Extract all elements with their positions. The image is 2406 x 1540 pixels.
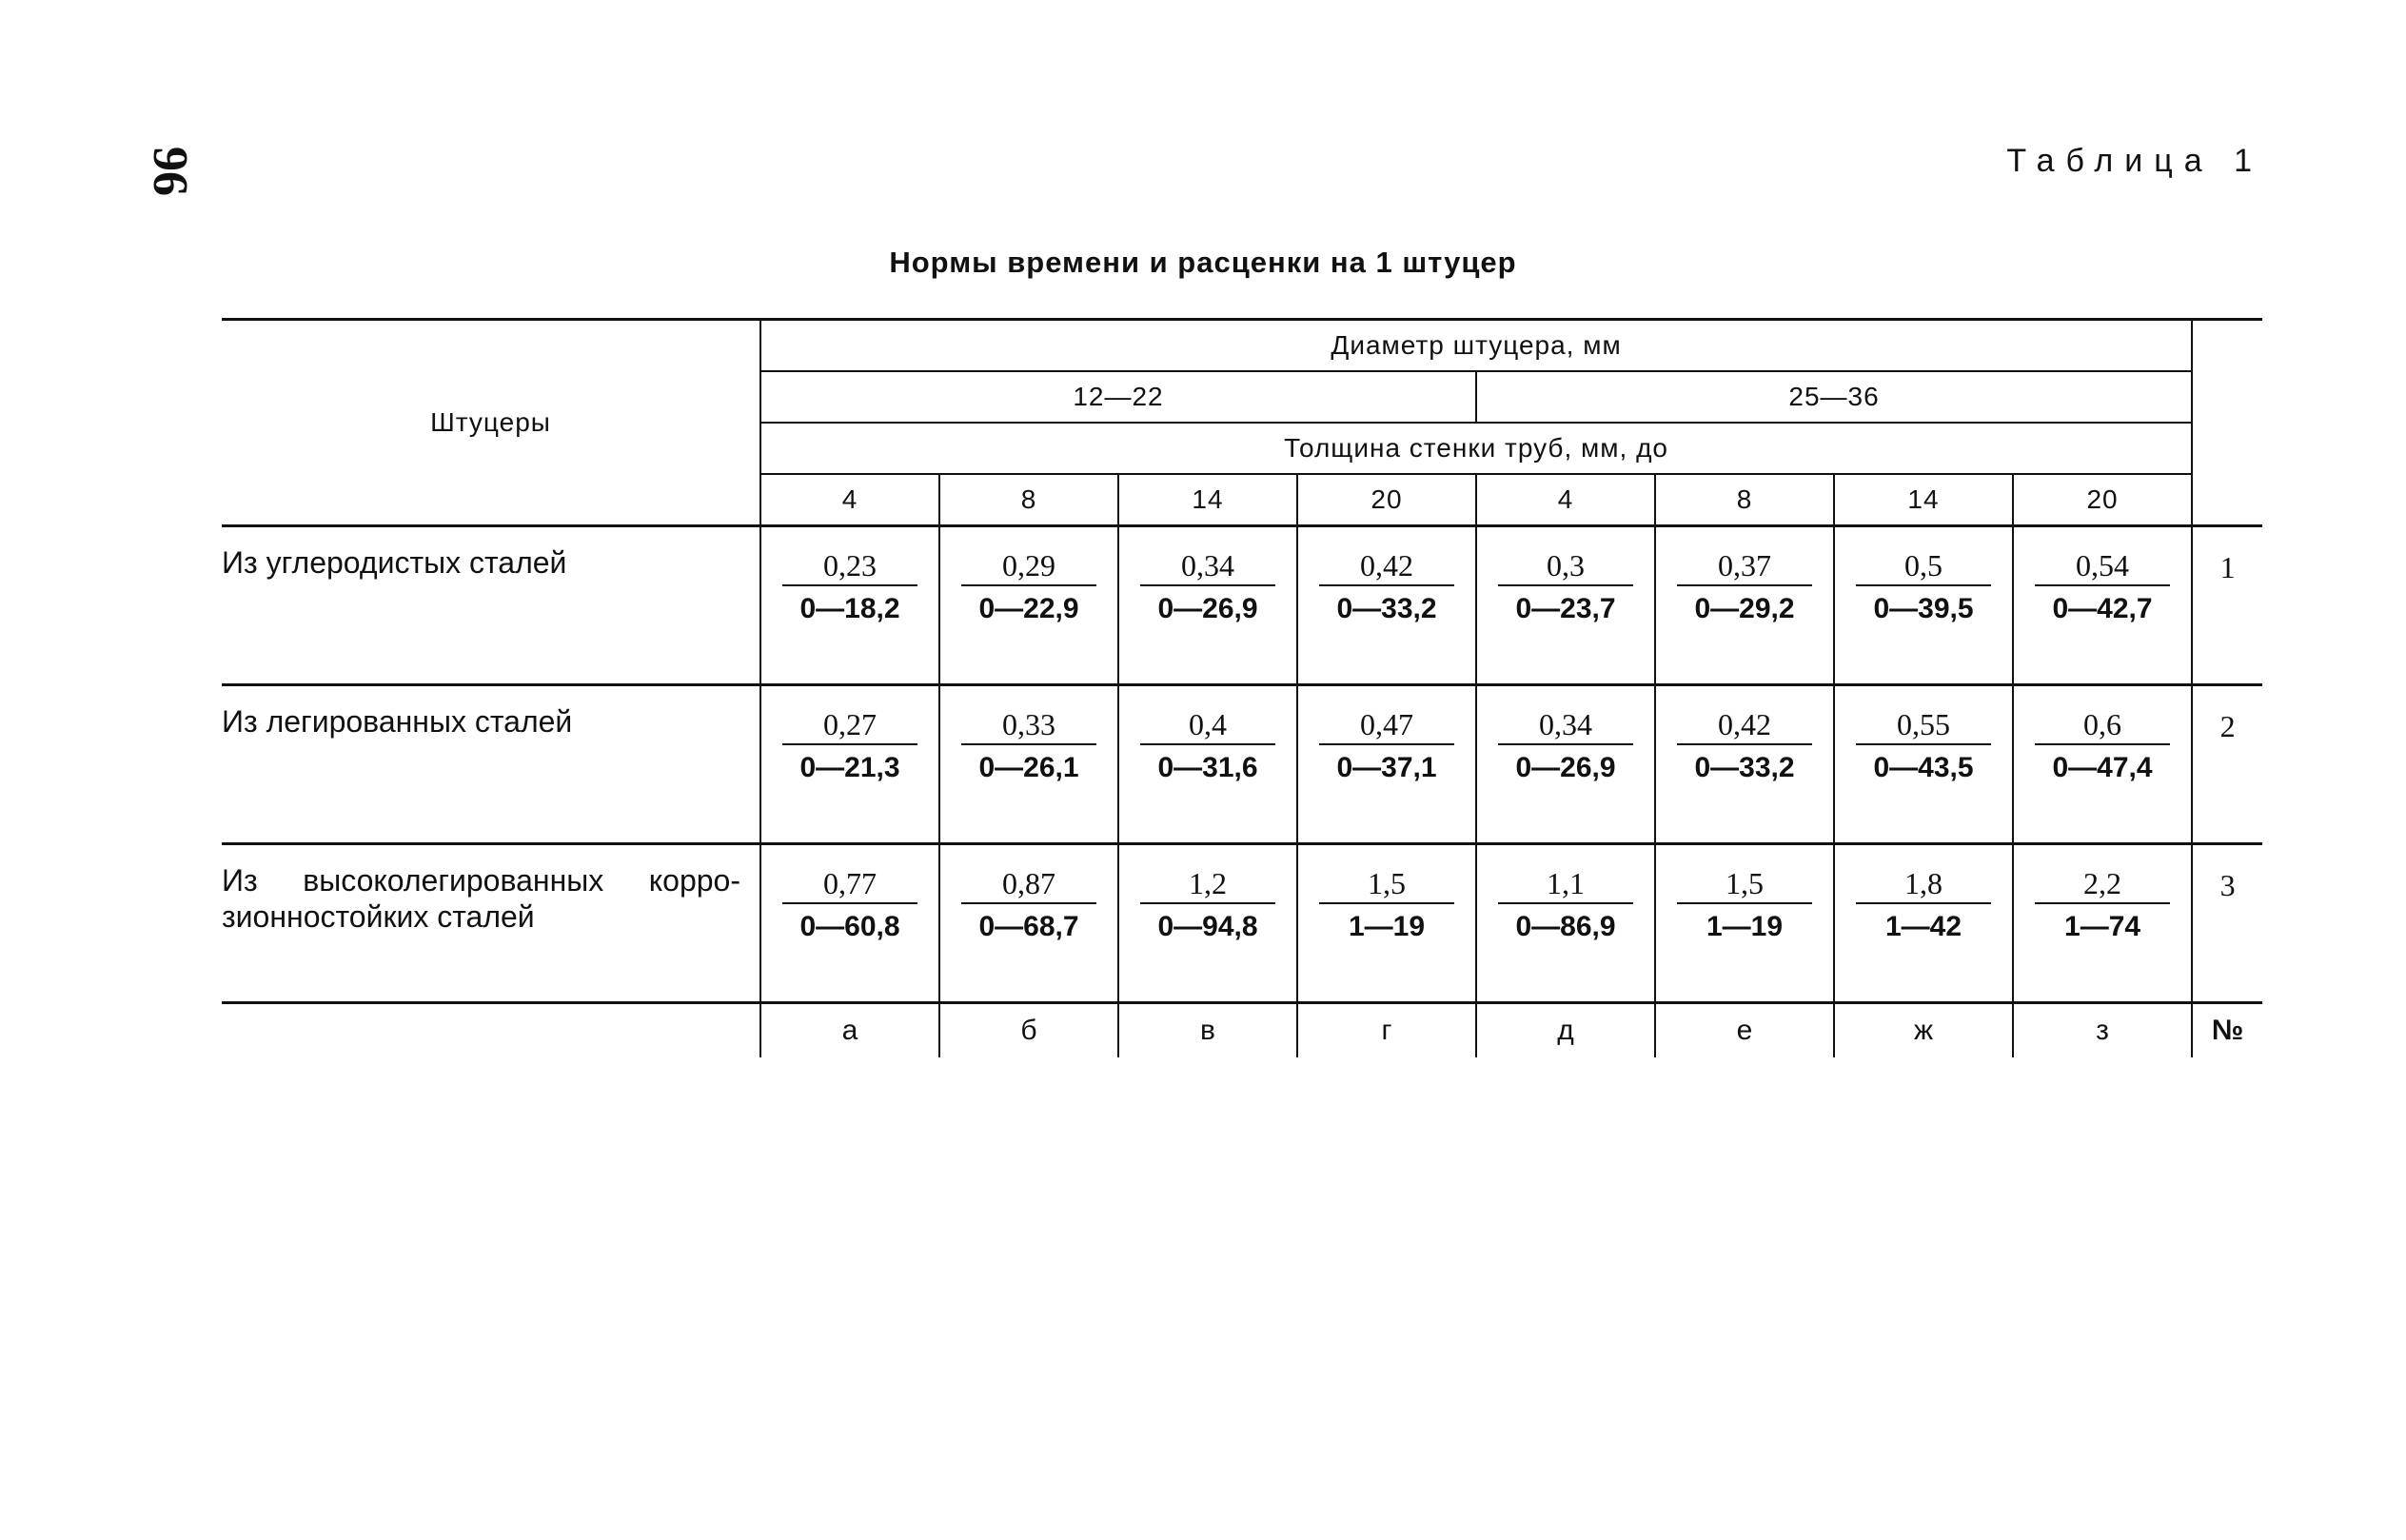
column-letter: з	[2013, 1003, 2192, 1058]
price-value: 0—42,7	[2052, 593, 2153, 624]
thickness-value: 8	[1655, 474, 1834, 526]
norm-value: 0,23	[782, 548, 917, 586]
thickness-value: 8	[939, 474, 1118, 526]
table-title: Нормы времени и расценки на 1 штуцер	[889, 246, 1517, 279]
thickness-value: 14	[1834, 474, 2013, 526]
value-cell	[1834, 685, 2013, 844]
norm-value: 0,54	[2035, 548, 2170, 586]
price-value: 0—37,1	[1336, 752, 1437, 783]
thickness-value: 4	[1476, 474, 1655, 526]
thickness-header: Толщина стенки труб, мм, до	[760, 423, 2192, 474]
column-letter: д	[1476, 1003, 1655, 1058]
diameter-group-2: 25—36	[1476, 371, 2192, 423]
norm-value: 0,3	[1498, 548, 1633, 586]
price-value: 1—19	[1706, 911, 1784, 942]
norm-value: 0,29	[961, 548, 1096, 586]
value-cell	[939, 844, 1118, 1003]
price-value: 1—19	[1348, 911, 1426, 942]
column-letter: а	[760, 1003, 939, 1058]
thickness-value: 20	[1297, 474, 1476, 526]
value-cell	[1655, 844, 1834, 1003]
row-label: Из углеродистых сталей	[222, 526, 760, 685]
price-value: 1—74	[2064, 911, 2141, 942]
row-label: Из высоколегированных корро-зионностойких сталей	[222, 844, 760, 1003]
number-col-label: №	[2211, 1015, 2244, 1046]
value-cell	[1297, 526, 1476, 685]
page-number-text: 96	[143, 147, 197, 196]
price-value: 0—26,9	[1157, 593, 1258, 624]
value-cell	[760, 844, 939, 1003]
value-cell	[1476, 685, 1655, 844]
norm-value: 0,27	[782, 707, 917, 745]
norm-value: 0,42	[1677, 707, 1812, 745]
norm-value: 0,34	[1498, 707, 1633, 745]
price-value: 0—68,7	[978, 911, 1079, 942]
value-cell	[939, 526, 1118, 685]
value-cell	[1655, 526, 1834, 685]
number-col-header	[2192, 320, 2262, 526]
table-label: Таблица 1	[2006, 143, 2263, 179]
page-number	[141, 143, 198, 200]
norm-value: 2,2	[2035, 866, 2170, 904]
price-value: 0—43,5	[1873, 752, 1974, 783]
table-row	[222, 685, 2262, 844]
norm-value: 0,55	[1856, 707, 1991, 745]
price-value: 0—22,9	[978, 593, 1079, 624]
row-label: Из легированных сталей	[222, 685, 760, 844]
price-value: 0—31,6	[1157, 752, 1258, 783]
norm-value: 0,47	[1319, 707, 1454, 745]
value-cell	[1655, 685, 1834, 844]
norm-value: 1,1	[1498, 866, 1633, 904]
thickness-value: 4	[760, 474, 939, 526]
value-cell	[1118, 526, 1297, 685]
price-value: 0—33,2	[1694, 752, 1795, 783]
price-value: 1—42	[1884, 911, 1962, 942]
norms-table	[222, 318, 2262, 1057]
diameter-header: Диаметр штуцера, мм	[760, 320, 2192, 372]
row-header: Штуцеры	[430, 407, 551, 437]
thickness-value: 14	[1118, 474, 1297, 526]
price-value: 0—18,2	[799, 593, 900, 624]
norm-value: 0,77	[782, 866, 917, 904]
norm-value: 0,37	[1677, 548, 1812, 586]
value-cell	[1834, 526, 2013, 685]
price-value: 0—26,1	[978, 752, 1079, 783]
price-value: 0—29,2	[1694, 593, 1795, 624]
thickness-value: 20	[2013, 474, 2192, 526]
value-cell	[1297, 685, 1476, 844]
price-value: 0—39,5	[1873, 593, 1974, 624]
norm-value: 0,4	[1140, 707, 1275, 745]
diameter-group-1: 12—22	[760, 371, 1476, 423]
row-number: 2	[2192, 685, 2262, 844]
price-value: 0—47,4	[2052, 752, 2153, 783]
table-row	[222, 844, 2262, 1003]
price-value: 0—23,7	[1515, 593, 1616, 624]
value-cell	[939, 685, 1118, 844]
price-value: 0—60,8	[799, 911, 900, 942]
norm-value: 1,2	[1140, 866, 1275, 904]
norm-value: 0,34	[1140, 548, 1275, 586]
value-cell	[1297, 844, 1476, 1003]
norm-value: 1,5	[1677, 866, 1812, 904]
column-letter-row	[222, 1003, 2262, 1058]
row-header-cell	[222, 320, 760, 526]
value-cell	[1476, 844, 1655, 1003]
norm-value: 0,42	[1319, 548, 1454, 586]
norm-value: 0,5	[1856, 548, 1991, 586]
price-value: 0—26,9	[1515, 752, 1616, 783]
norm-value: 0,87	[961, 866, 1096, 904]
price-value: 0—21,3	[799, 752, 900, 783]
column-letter: е	[1655, 1003, 1834, 1058]
value-cell	[1118, 844, 1297, 1003]
column-letter: б	[939, 1003, 1118, 1058]
price-value: 0—86,9	[1515, 911, 1616, 942]
row-number: 1	[2192, 526, 2262, 685]
column-letter: г	[1297, 1003, 1476, 1058]
empty-footer-cell	[222, 1003, 760, 1058]
value-cell	[1476, 526, 1655, 685]
value-cell	[2013, 844, 2192, 1003]
table-row	[222, 526, 2262, 685]
value-cell	[1834, 844, 2013, 1003]
value-cell	[760, 685, 939, 844]
value-cell	[760, 526, 939, 685]
price-value: 0—33,2	[1336, 593, 1437, 624]
value-cell	[2013, 685, 2192, 844]
price-value: 0—94,8	[1157, 911, 1258, 942]
value-cell	[1118, 685, 1297, 844]
column-letter: ж	[1834, 1003, 2013, 1058]
norm-value: 0,6	[2035, 707, 2170, 745]
column-letter: в	[1118, 1003, 1297, 1058]
row-number: 3	[2192, 844, 2262, 1003]
value-cell	[2013, 526, 2192, 685]
norm-value: 1,5	[1319, 866, 1454, 904]
norm-value: 1,8	[1856, 866, 1991, 904]
norm-value: 0,33	[961, 707, 1096, 745]
